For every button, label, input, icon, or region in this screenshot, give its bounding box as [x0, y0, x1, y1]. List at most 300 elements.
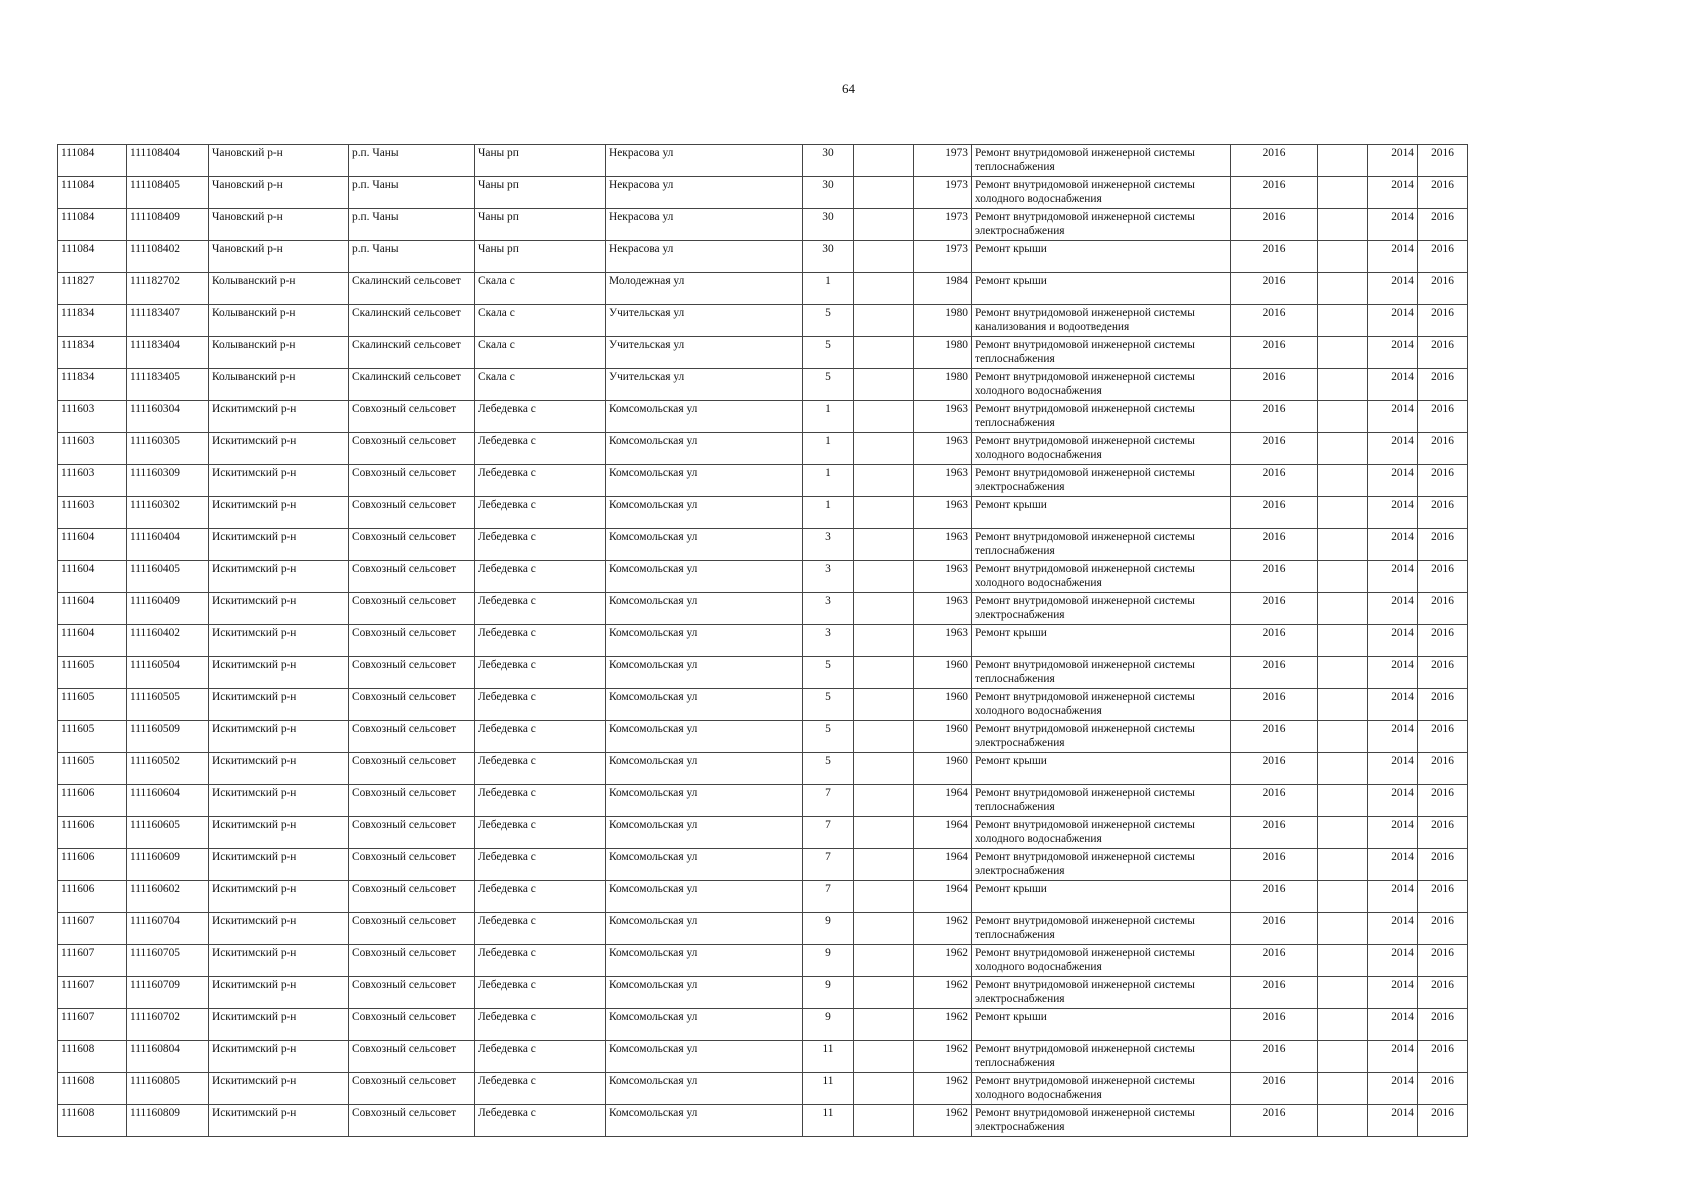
district-cell: Искитимский р-н [209, 785, 349, 817]
municipality-cell: Совхозный сельсовет [349, 721, 475, 753]
work-type-cell: Ремонт внутридомовой инженерной системы холодного водоснабжения [972, 433, 1231, 465]
start-year-cell: 2014 [1368, 721, 1418, 753]
start-year-cell: 2014 [1368, 785, 1418, 817]
start-year-cell: 2014 [1368, 273, 1418, 305]
street-cell: Учительская ул [606, 337, 803, 369]
district-cell: Искитимский р-н [209, 625, 349, 657]
blank-cell [854, 625, 914, 657]
year-built-cell: 1973 [914, 209, 972, 241]
year-built-cell: 1963 [914, 625, 972, 657]
year-built-cell: 1962 [914, 1073, 972, 1105]
work-type-cell: Ремонт внутридомовой инженерной системы холодного водоснабжения [972, 177, 1231, 209]
plan-year-cell: 2016 [1231, 657, 1318, 689]
settlement-cell: Лебедевка с [475, 529, 606, 561]
street-cell: Комсомольская ул [606, 561, 803, 593]
work-type-cell: Ремонт внутридомовой инженерной системы электроснабжения [972, 465, 1231, 497]
district-cell: Чановский р-н [209, 145, 349, 177]
settlement-cell: Лебедевка с [475, 753, 606, 785]
blank-cell [854, 1105, 914, 1137]
district-cell: Колыванский р-н [209, 273, 349, 305]
municipality-cell: Совхозный сельсовет [349, 785, 475, 817]
house-number-cell: 5 [803, 721, 854, 753]
year-built-cell: 1960 [914, 721, 972, 753]
end-year-cell: 2016 [1418, 689, 1468, 721]
municipality-cell: Совхозный сельсовет [349, 817, 475, 849]
work-type-cell: Ремонт внутридомовой инженерной системы теплоснабжения [972, 657, 1231, 689]
settlement-cell: Лебедевка с [475, 433, 606, 465]
house-number-cell: 11 [803, 1105, 854, 1137]
settlement-cell: Лебедевка с [475, 465, 606, 497]
start-year-cell: 2014 [1368, 753, 1418, 785]
code-cell: 111604 [58, 561, 127, 593]
work-type-cell: Ремонт крыши [972, 273, 1231, 305]
year-built-cell: 1980 [914, 369, 972, 401]
id-cell: 111160405 [127, 561, 209, 593]
table-row [58, 1009, 1468, 1041]
code-cell: 111605 [58, 721, 127, 753]
district-cell: Искитимский р-н [209, 721, 349, 753]
id-cell: 111160704 [127, 913, 209, 945]
settlement-cell: Лебедевка с [475, 625, 606, 657]
blank-cell [1318, 561, 1368, 593]
house-number-cell: 30 [803, 209, 854, 241]
plan-year-cell: 2016 [1231, 401, 1318, 433]
work-type-cell: Ремонт внутридомовой инженерной системы холодного водоснабжения [972, 945, 1231, 977]
end-year-cell: 2016 [1418, 369, 1468, 401]
start-year-cell: 2014 [1368, 561, 1418, 593]
code-cell: 111084 [58, 145, 127, 177]
work-type-cell: Ремонт крыши [972, 1009, 1231, 1041]
municipality-cell: Совхозный сельсовет [349, 529, 475, 561]
code-cell: 111607 [58, 1009, 127, 1041]
street-cell: Молодежная ул [606, 273, 803, 305]
code-cell: 111834 [58, 337, 127, 369]
year-built-cell: 1964 [914, 785, 972, 817]
blank-cell [1318, 721, 1368, 753]
district-cell: Искитимский р-н [209, 945, 349, 977]
settlement-cell: Лебедевка с [475, 945, 606, 977]
end-year-cell: 2016 [1418, 1105, 1468, 1137]
settlement-cell: Скала с [475, 273, 606, 305]
blank-cell [1318, 849, 1368, 881]
id-cell: 111160804 [127, 1041, 209, 1073]
district-cell: Искитимский р-н [209, 497, 349, 529]
work-type-cell: Ремонт внутридомовой инженерной системы холодного водоснабжения [972, 369, 1231, 401]
house-number-cell: 11 [803, 1041, 854, 1073]
end-year-cell: 2016 [1418, 657, 1468, 689]
district-cell: Колыванский р-н [209, 305, 349, 337]
blank-cell [854, 433, 914, 465]
id-cell: 111160304 [127, 401, 209, 433]
blank-cell [1318, 433, 1368, 465]
plan-year-cell: 2016 [1231, 497, 1318, 529]
start-year-cell: 2014 [1368, 593, 1418, 625]
year-built-cell: 1963 [914, 593, 972, 625]
table-row [58, 881, 1468, 913]
settlement-cell: Чаны рп [475, 209, 606, 241]
blank-cell [854, 817, 914, 849]
work-type-cell: Ремонт внутридомовой инженерной системы канализования и водоотведения [972, 305, 1231, 337]
house-number-cell: 5 [803, 305, 854, 337]
settlement-cell: Скала с [475, 369, 606, 401]
house-number-cell: 1 [803, 433, 854, 465]
table-row [58, 1105, 1468, 1137]
code-cell: 111604 [58, 529, 127, 561]
municipality-cell: Совхозный сельсовет [349, 625, 475, 657]
id-cell: 111160809 [127, 1105, 209, 1137]
code-cell: 111834 [58, 305, 127, 337]
municipality-cell: Совхозный сельсовет [349, 753, 475, 785]
plan-year-cell: 2016 [1231, 241, 1318, 273]
start-year-cell: 2014 [1368, 657, 1418, 689]
code-cell: 111084 [58, 177, 127, 209]
blank-cell [854, 529, 914, 561]
table-row [58, 529, 1468, 561]
house-number-cell: 3 [803, 561, 854, 593]
year-built-cell: 1964 [914, 817, 972, 849]
street-cell: Комсомольская ул [606, 689, 803, 721]
district-cell: Искитимский р-н [209, 1041, 349, 1073]
start-year-cell: 2014 [1368, 881, 1418, 913]
year-built-cell: 1963 [914, 561, 972, 593]
end-year-cell: 2016 [1418, 785, 1468, 817]
municipality-cell: Совхозный сельсовет [349, 497, 475, 529]
work-type-cell: Ремонт внутридомовой инженерной системы теплоснабжения [972, 529, 1231, 561]
settlement-cell: Лебедевка с [475, 593, 606, 625]
code-cell: 111827 [58, 273, 127, 305]
municipality-cell: Скалинский сельсовет [349, 337, 475, 369]
street-cell: Комсомольская ул [606, 817, 803, 849]
house-number-cell: 9 [803, 945, 854, 977]
plan-year-cell: 2016 [1231, 913, 1318, 945]
end-year-cell: 2016 [1418, 241, 1468, 273]
year-built-cell: 1963 [914, 497, 972, 529]
blank-cell [854, 465, 914, 497]
blank-cell [1318, 145, 1368, 177]
municipality-cell: Совхозный сельсовет [349, 881, 475, 913]
municipality-cell: Совхозный сельсовет [349, 689, 475, 721]
municipality-cell: Совхозный сельсовет [349, 849, 475, 881]
municipality-cell: Совхозный сельсовет [349, 1105, 475, 1137]
blank-cell [854, 977, 914, 1009]
table-row [58, 433, 1468, 465]
blank-cell [1318, 465, 1368, 497]
plan-year-cell: 2016 [1231, 849, 1318, 881]
start-year-cell: 2014 [1368, 689, 1418, 721]
street-cell: Некрасова ул [606, 145, 803, 177]
work-type-cell: Ремонт внутридомовой инженерной системы теплоснабжения [972, 401, 1231, 433]
end-year-cell: 2016 [1418, 1073, 1468, 1105]
year-built-cell: 1973 [914, 145, 972, 177]
street-cell: Комсомольская ул [606, 785, 803, 817]
table-row [58, 369, 1468, 401]
street-cell: Некрасова ул [606, 177, 803, 209]
code-cell: 111084 [58, 241, 127, 273]
settlement-cell: Лебедевка с [475, 497, 606, 529]
id-cell: 111108409 [127, 209, 209, 241]
work-type-cell: Ремонт внутридомовой инженерной системы теплоснабжения [972, 785, 1231, 817]
end-year-cell: 2016 [1418, 401, 1468, 433]
house-number-cell: 7 [803, 849, 854, 881]
blank-cell [854, 689, 914, 721]
municipality-cell: Совхозный сельсовет [349, 401, 475, 433]
house-number-cell: 7 [803, 881, 854, 913]
settlement-cell: Чаны рп [475, 177, 606, 209]
municipality-cell: Совхозный сельсовет [349, 593, 475, 625]
settlement-cell: Лебедевка с [475, 401, 606, 433]
house-number-cell: 30 [803, 145, 854, 177]
blank-cell [854, 753, 914, 785]
end-year-cell: 2016 [1418, 1009, 1468, 1041]
id-cell: 111160502 [127, 753, 209, 785]
house-number-cell: 5 [803, 753, 854, 785]
blank-cell [854, 593, 914, 625]
work-type-cell: Ремонт внутридомовой инженерной системы холодного водоснабжения [972, 689, 1231, 721]
district-cell: Чановский р-н [209, 209, 349, 241]
street-cell: Комсомольская ул [606, 1009, 803, 1041]
house-number-cell: 30 [803, 177, 854, 209]
district-cell: Искитимский р-н [209, 561, 349, 593]
street-cell: Комсомольская ул [606, 721, 803, 753]
end-year-cell: 2016 [1418, 145, 1468, 177]
start-year-cell: 2014 [1368, 433, 1418, 465]
end-year-cell: 2016 [1418, 913, 1468, 945]
code-cell: 111604 [58, 625, 127, 657]
id-cell: 111160605 [127, 817, 209, 849]
district-cell: Искитимский р-н [209, 401, 349, 433]
house-number-cell: 3 [803, 625, 854, 657]
code-cell: 111606 [58, 785, 127, 817]
start-year-cell: 2014 [1368, 817, 1418, 849]
id-cell: 111160705 [127, 945, 209, 977]
work-type-cell: Ремонт внутридомовой инженерной системы холодного водоснабжения [972, 1073, 1231, 1105]
blank-cell [854, 241, 914, 273]
code-cell: 111606 [58, 881, 127, 913]
plan-year-cell: 2016 [1231, 977, 1318, 1009]
municipality-cell: Скалинский сельсовет [349, 369, 475, 401]
start-year-cell: 2014 [1368, 945, 1418, 977]
settlement-cell: Лебедевка с [475, 561, 606, 593]
table-row [58, 849, 1468, 881]
municipality-cell: Совхозный сельсовет [349, 945, 475, 977]
table-row [58, 305, 1468, 337]
year-built-cell: 1962 [914, 1105, 972, 1137]
work-type-cell: Ремонт внутридомовой инженерной системы электроснабжения [972, 593, 1231, 625]
code-cell: 111603 [58, 497, 127, 529]
blank-cell [854, 913, 914, 945]
plan-year-cell: 2016 [1231, 753, 1318, 785]
street-cell: Комсомольская ул [606, 913, 803, 945]
district-cell: Колыванский р-н [209, 337, 349, 369]
code-cell: 111607 [58, 945, 127, 977]
municipality-cell: Совхозный сельсовет [349, 1073, 475, 1105]
district-cell: Искитимский р-н [209, 657, 349, 689]
work-type-cell: Ремонт крыши [972, 881, 1231, 913]
plan-year-cell: 2016 [1231, 369, 1318, 401]
plan-year-cell: 2016 [1231, 145, 1318, 177]
street-cell: Комсомольская ул [606, 881, 803, 913]
blank-cell [1318, 401, 1368, 433]
house-number-cell: 1 [803, 273, 854, 305]
blank-cell [1318, 1041, 1368, 1073]
municipality-cell: Совхозный сельсовет [349, 913, 475, 945]
district-cell: Искитимский р-н [209, 1073, 349, 1105]
blank-cell [854, 881, 914, 913]
house-number-cell: 11 [803, 1073, 854, 1105]
start-year-cell: 2014 [1368, 1009, 1418, 1041]
table-row [58, 625, 1468, 657]
end-year-cell: 2016 [1418, 337, 1468, 369]
blank-cell [854, 401, 914, 433]
table-row [58, 337, 1468, 369]
id-cell: 111160505 [127, 689, 209, 721]
plan-year-cell: 2016 [1231, 209, 1318, 241]
start-year-cell: 2014 [1368, 337, 1418, 369]
table-row [58, 817, 1468, 849]
blank-cell [1318, 1105, 1368, 1137]
district-cell: Колыванский р-н [209, 369, 349, 401]
district-cell: Чановский р-н [209, 241, 349, 273]
district-cell: Искитимский р-н [209, 817, 349, 849]
table-row [58, 401, 1468, 433]
end-year-cell: 2016 [1418, 529, 1468, 561]
table-row [58, 913, 1468, 945]
blank-cell [854, 721, 914, 753]
blank-cell [854, 273, 914, 305]
start-year-cell: 2014 [1368, 465, 1418, 497]
id-cell: 111160805 [127, 1073, 209, 1105]
work-type-cell: Ремонт крыши [972, 753, 1231, 785]
page-number: 64 [842, 81, 855, 96]
blank-cell [1318, 881, 1368, 913]
start-year-cell: 2014 [1368, 497, 1418, 529]
table-row [58, 561, 1468, 593]
end-year-cell: 2016 [1418, 465, 1468, 497]
register-table [57, 144, 1468, 1137]
blank-cell [854, 1009, 914, 1041]
work-type-cell: Ремонт крыши [972, 625, 1231, 657]
work-type-cell: Ремонт внутридомовой инженерной системы теплоснабжения [972, 1041, 1231, 1073]
code-cell: 111603 [58, 465, 127, 497]
code-cell: 111603 [58, 401, 127, 433]
plan-year-cell: 2016 [1231, 721, 1318, 753]
end-year-cell: 2016 [1418, 593, 1468, 625]
work-type-cell: Ремонт внутридомовой инженерной системы теплоснабжения [972, 913, 1231, 945]
blank-cell [854, 1041, 914, 1073]
plan-year-cell: 2016 [1231, 337, 1318, 369]
plan-year-cell: 2016 [1231, 625, 1318, 657]
id-cell: 111183404 [127, 337, 209, 369]
settlement-cell: Лебедевка с [475, 881, 606, 913]
start-year-cell: 2014 [1368, 145, 1418, 177]
start-year-cell: 2014 [1368, 849, 1418, 881]
table-row [58, 497, 1468, 529]
end-year-cell: 2016 [1418, 881, 1468, 913]
municipality-cell: Скалинский сельсовет [349, 273, 475, 305]
settlement-cell: Лебедевка с [475, 1105, 606, 1137]
municipality-cell: Совхозный сельсовет [349, 433, 475, 465]
id-cell: 111182702 [127, 273, 209, 305]
code-cell: 111608 [58, 1073, 127, 1105]
plan-year-cell: 2016 [1231, 561, 1318, 593]
settlement-cell: Скала с [475, 337, 606, 369]
street-cell: Учительская ул [606, 305, 803, 337]
district-cell: Искитимский р-н [209, 913, 349, 945]
work-type-cell: Ремонт внутридомовой инженерной системы теплоснабжения [972, 337, 1231, 369]
street-cell: Комсомольская ул [606, 401, 803, 433]
blank-cell [854, 305, 914, 337]
id-cell: 111160309 [127, 465, 209, 497]
table-row [58, 945, 1468, 977]
district-cell: Чановский р-н [209, 177, 349, 209]
street-cell: Комсомольская ул [606, 849, 803, 881]
table-row [58, 689, 1468, 721]
code-cell: 111605 [58, 657, 127, 689]
end-year-cell: 2016 [1418, 433, 1468, 465]
end-year-cell: 2016 [1418, 561, 1468, 593]
id-cell: 111160604 [127, 785, 209, 817]
blank-cell [1318, 1009, 1368, 1041]
table-row [58, 177, 1468, 209]
code-cell: 111608 [58, 1041, 127, 1073]
work-type-cell: Ремонт внутридомовой инженерной системы электроснабжения [972, 849, 1231, 881]
table-row [58, 1073, 1468, 1105]
end-year-cell: 2016 [1418, 1041, 1468, 1073]
municipality-cell: р.п. Чаны [349, 209, 475, 241]
house-number-cell: 3 [803, 529, 854, 561]
work-type-cell: Ремонт внутридомовой инженерной системы электроснабжения [972, 209, 1231, 241]
work-type-cell: Ремонт внутридомовой инженерной системы теплоснабжения [972, 145, 1231, 177]
settlement-cell: Лебедевка с [475, 1041, 606, 1073]
house-number-cell: 1 [803, 497, 854, 529]
municipality-cell: Совхозный сельсовет [349, 977, 475, 1009]
code-cell: 111606 [58, 849, 127, 881]
id-cell: 111160602 [127, 881, 209, 913]
house-number-cell: 5 [803, 689, 854, 721]
street-cell: Некрасова ул [606, 241, 803, 273]
settlement-cell: Лебедевка с [475, 689, 606, 721]
code-cell: 111604 [58, 593, 127, 625]
end-year-cell: 2016 [1418, 945, 1468, 977]
blank-cell [1318, 497, 1368, 529]
blank-cell [1318, 977, 1368, 1009]
code-cell: 111605 [58, 689, 127, 721]
municipality-cell: р.п. Чаны [349, 241, 475, 273]
district-cell: Искитимский р-н [209, 529, 349, 561]
municipality-cell: Совхозный сельсовет [349, 561, 475, 593]
blank-cell [1318, 913, 1368, 945]
year-built-cell: 1960 [914, 753, 972, 785]
blank-cell [854, 337, 914, 369]
year-built-cell: 1964 [914, 849, 972, 881]
settlement-cell: Чаны рп [475, 145, 606, 177]
blank-cell [854, 657, 914, 689]
blank-cell [1318, 593, 1368, 625]
work-type-cell: Ремонт внутридомовой инженерной системы холодного водоснабжения [972, 561, 1231, 593]
street-cell: Комсомольская ул [606, 657, 803, 689]
table-row [58, 241, 1468, 273]
plan-year-cell: 2016 [1231, 273, 1318, 305]
street-cell: Комсомольская ул [606, 593, 803, 625]
start-year-cell: 2014 [1368, 1073, 1418, 1105]
id-cell: 111160702 [127, 1009, 209, 1041]
end-year-cell: 2016 [1418, 817, 1468, 849]
blank-cell [854, 497, 914, 529]
blank-cell [854, 177, 914, 209]
year-built-cell: 1962 [914, 1041, 972, 1073]
house-number-cell: 9 [803, 1009, 854, 1041]
year-built-cell: 1963 [914, 465, 972, 497]
